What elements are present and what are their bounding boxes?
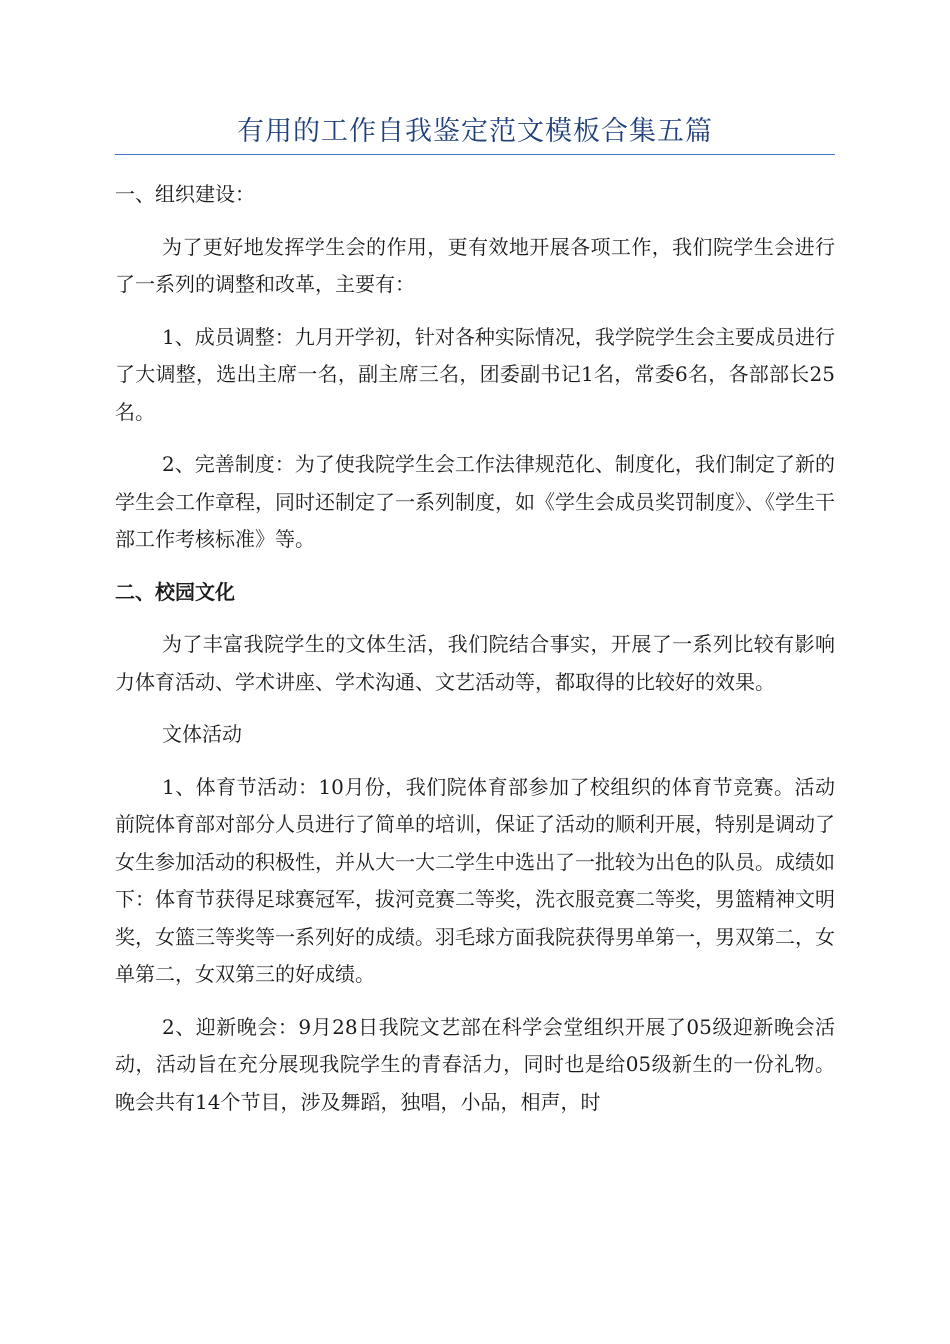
- paragraph-welcome-party: 2、迎新晚会：9月28日我院文艺部在科学会堂组织开展了05级迎新晚会活动，活动旨在充分展现我院学生的青春活力，同时也是给05级新生的一份礼物。晚会共有14个节目，涉及舞蹈，独唱，小品，相声，时: [115, 1014, 835, 1114]
- title-underline: [115, 154, 835, 155]
- paragraph-system-improvement: 2、完善制度：为了使我院学生会工作法律规范化、制度化，我们制定了新的学生会工作章程，同时还制定了一系列制度，如《学生会成员奖罚制度》、《学生干部工作考核标准》等。: [115, 452, 835, 551]
- section-heading-campus-culture: 二、校园文化: [115, 579, 235, 604]
- document-title: 有用的工作自我鉴定范文模板合集五篇: [237, 116, 713, 147]
- paragraph-intro: 为了更好地发挥学生会的作用，更有效地开展各项工作，我们院学生会进行了一系列的调整和改革，主要有：: [115, 234, 835, 296]
- section-heading-organization: 一、组织建设：: [115, 182, 255, 206]
- paragraph-sports-festival: 1、体育节活动：10月份，我们院体育部参加了校组织的体育节竞赛。活动前院体育部对部分人员进行了简单的培训，保证了活动的顺利开展，特别是调动了女生参加活动的积极性，并从大一大二学生中选出了一批较为出色的队员。成绩如下：体育节获得足球赛冠军，拔河竞赛二等奖，洗衣服竞赛二等奖，男篮精神文明奖，女篮三等奖等一系列好的成绩。羽毛球方面我院获得男单第一，男双第二，女单第二，女双第三的好成绩。: [115, 774, 835, 986]
- paragraph-culture-intro: 为了丰富我院学生的文体生活，我们院结合事实，开展了一系列比较有影响力体育活动、学术讲座、学术沟通、文艺活动等，都取得的比较好的效果。: [115, 632, 835, 694]
- document-body: [115, 176, 835, 1121]
- subheading-sports-activities: 文体活动: [162, 722, 242, 746]
- paragraph-member-adjustment: 1、成员调整：九月开学初，针对各种实际情况，我学院学生会主要成员进行了大调整，选出主席一名，副主席三名，团委副书记1名，常委6名，各部部长25名。: [115, 324, 835, 424]
